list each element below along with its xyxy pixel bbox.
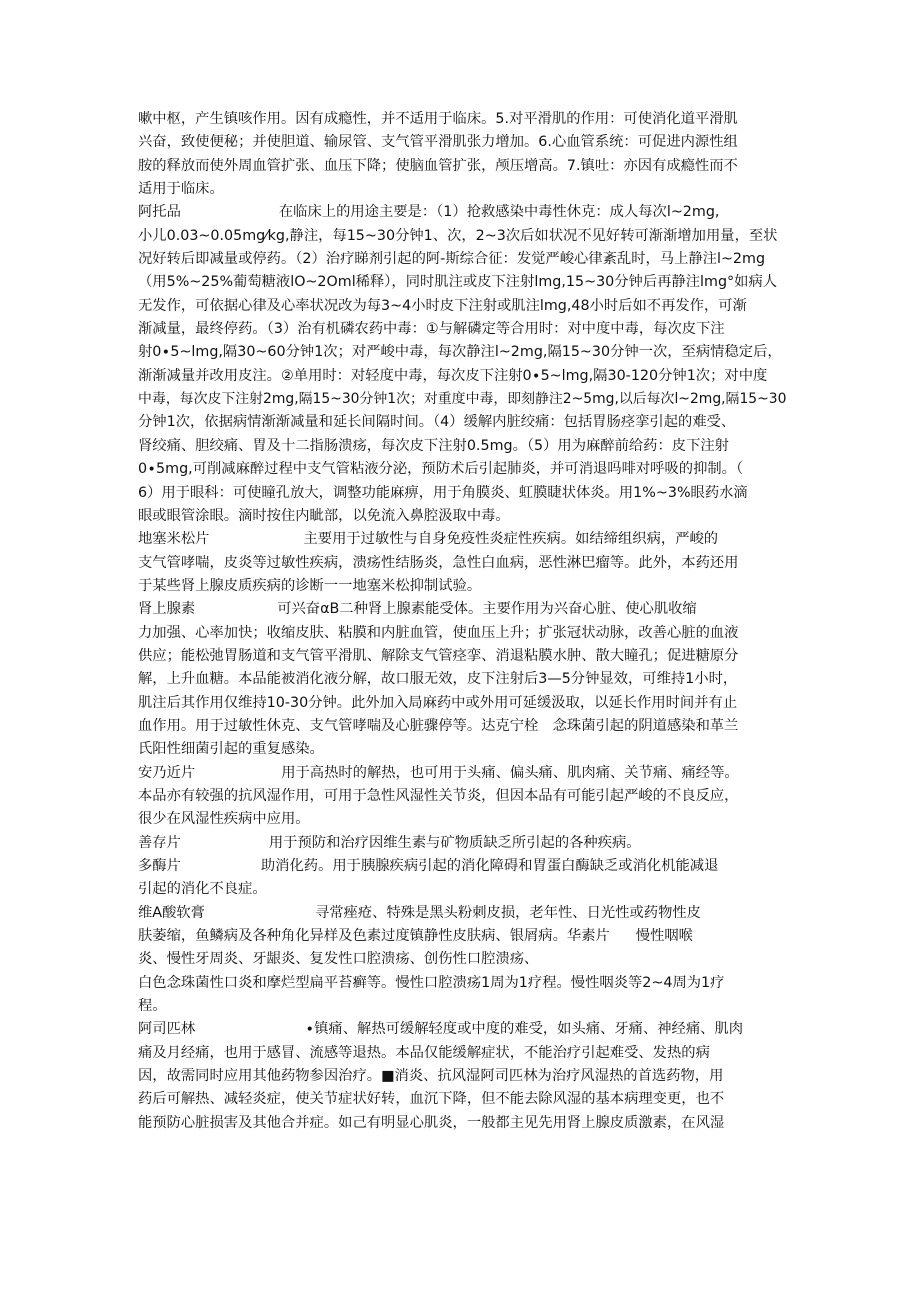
text-line: 程。 — [138, 998, 167, 1015]
text-line: 主要用于过敏性与自身免疫性炎症性疾病。如结缔组织病，严峻的 — [303, 531, 719, 548]
text-line: 助消化药。用于胰腺疾病引起的消化障碍和胃蛋白酶缺乏或消化机能减退 — [260, 858, 719, 874]
text-line: 适用于临床。 — [138, 181, 224, 198]
text-line: 分钟1次，依据病情渐渐减量和延长间隔时间。（4）缓解内脏绞痛：包括胃肠痉挛引起的难受、 — [138, 414, 736, 431]
text-line: 用于高热时的解热，也可用于头痛、偏头痛、肌肉痛、关节痛、痛经等。 — [281, 764, 739, 781]
drug-entry-dexamethasone — [138, 528, 788, 551]
text-line: 渐渐减量并改用皮注。②单用时：对轻度中毒，每次皮下注射0∙5~lmg,隔30-120分钟1次；对中度 — [138, 367, 768, 384]
document-page — [138, 108, 788, 1135]
text-line: 能预防心脏损害及其他合并症。如己有明显心肌炎，一般都主见先用肾上腺皮质激素，在风湿 — [138, 1114, 725, 1131]
text-line: 在临床上的用途主要是：（1）抢救感染中毒性休克：成人每次l~2mg, — [278, 204, 720, 221]
drug-entry-centrum — [138, 832, 788, 855]
text-line: 解，上升血糖。本品能被消化液分解，故口服无效，皮下注射后3—5分钟显效，可维持1小时， — [138, 671, 738, 688]
text-line: 0∙5mg,可削减麻醉过程中支气管粘液分泌，预防术后引起肺炎，并可消退吗啡对呼吸的抑制。（ — [138, 461, 744, 478]
text-line: 况好转后即减量或停药。（2）治疗睇剂引起的阿-斯综合征：发觉严峻心律紊乱时，马上静注l~2mg — [138, 251, 766, 268]
text-line: 于某些肾上腺皮质疾病的诊断一一地塞米松抑制试验。 — [138, 577, 482, 594]
drug-name: 阿托品 — [138, 204, 181, 221]
text-line: 嗽中枢，产生镇咳作用。因有成瘾性，并不适用于临床。5.对平滑肌的作用：可使消化道平滑肌 — [138, 111, 738, 127]
text-line: 很少在风湿性疾病中应用。 — [138, 811, 310, 828]
drug-entry-aspirin — [138, 1018, 788, 1041]
text-line: 寻常痤疮、特殊是黑头粉刺皮损，老年性、日光性或药物性皮 — [314, 904, 701, 921]
drug-entry-adrenaline — [138, 598, 788, 621]
text-line: 小儿0.03~0.05mg⁄kg,静注，每15~30分钟1、次，2~3次后如状况不见好转可渐渐增加用量，至状 — [138, 227, 778, 244]
drug-entry-huasu — [138, 925, 788, 948]
drug-name: 安乃近片 — [138, 764, 196, 781]
drug-name: 肾上腺素 — [138, 601, 196, 618]
text-line: 中毒，每次皮下注射2mg,隔15~30分钟1次；对重度中毒，即刻静注2~5mg,以后每次l~2mg,隔15~30 — [138, 391, 787, 408]
drug-name: 善存片 — [138, 834, 181, 851]
text-line: 力加强、心率加快；收缩皮肤、粘膜和内脏血管，使血压上升；扩张冠状动脉，改善心脏的血液 — [138, 624, 739, 641]
text-line: 渐减量，最终停药。（3）治有机磷农药中毒：①与解磷定等合用时：对中度中毒，每次皮下注 — [138, 321, 725, 338]
drug-entry-analgin — [138, 762, 788, 785]
text-line: 肾绞痛、胆绞痛、胃及十二指肠溃疡，每次皮下注射0.5mg。（5）用为麻醉前给药：皮下注射 — [138, 437, 729, 454]
text-line: 炎、慢性牙周炎、牙龈炎、复发性口腔溃疡、创伤性口腔溃疡、 — [138, 951, 539, 968]
drug-name: 多酶片 — [138, 858, 181, 874]
text-line: 用于预防和治疗因维生素与矿物质缺乏所引起的各种疾病。 — [268, 834, 641, 851]
text-line: 眼或眼管涂眼。滴时按住内眦部，以免流入鼻腔汲取中毒。 — [138, 507, 510, 524]
drug-name: 阿司匹林 — [138, 1021, 196, 1038]
text-line: 慢性咽喉 — [635, 928, 693, 945]
drug-entry-multienzyme — [138, 855, 788, 878]
text-line: 药后可解热、减轻炎症，使关节症状好转，血沉下降，但不能去除风湿的基本病理变更，也不 — [138, 1091, 725, 1108]
text-line: （用5%~25%葡萄糖液lO~2Oml稀释），同时肌注或皮下注射lmg,15~30分钟后再静注lmg°如病人 — [138, 274, 778, 291]
text-line: 射0∙5~lmg,隔30~60分钟1次；对严峻中毒，每次静注l~2mg,隔15~30分钟一次，至病情稳定后， — [138, 344, 782, 361]
text-line: 无发作，可依据心律及心率状况改为每3~4小时皮下注射或肌注lmg,48小时后如不再发作，可渐 — [138, 297, 747, 314]
text-line: 兴奋，致使便秘；并使胆道、输尿管、支气管平滑肌张力增加。6.心血管系统：可促进内源性组 — [138, 134, 738, 151]
text-line: ∙镇痛、解热可缓解轻度或中度的难受，如头痛、牙痛、神经痛、肌肉 — [305, 1021, 744, 1038]
drug-name: 地塞米松片 — [138, 531, 210, 548]
text-line: 肤萎缩，鱼鳞病及各种角化异样及色素过度镇静性皮肤病、银屑病。华素片 — [138, 928, 610, 945]
text-line: 血作用。用于过敏性休克、支气管哮喘及心脏骤停等。达克宁栓 念珠菌引起的阴道感染和革兰 — [138, 717, 739, 734]
text-line: 肌注后其作用仅维持10-30分钟。此外加入局麻药中或外用可延缓汲取，以延长作用时间并有止 — [138, 694, 738, 711]
text-line: 白色念珠菌性口炎和摩烂型扁平苔癣等。慢性口腔溃疡1周为1疗程。慢性咽炎等2~4周为1疗 — [138, 974, 725, 991]
drug-entry-atropine — [138, 201, 788, 224]
text-line: 6）用于眼科：可使瞳孔放大，调整功能麻痹，用于角膜炎、虹膜睫状体炎。用1%~3%眼药水滴 — [138, 484, 748, 501]
text-line: 痛及月经痛，也用于感冒、流感等退热。本品仅能缓解症状，不能治疗引起难受、发热的病 — [138, 1044, 710, 1061]
text-line: 可兴奋αB二种肾上腺素能受体。主要作用为兴奋心脏、使心肌收缩 — [277, 601, 697, 618]
text-line: 氏阳性细菌引起的重复感染。 — [138, 741, 324, 758]
text-line: 引起的消化不良症。 — [138, 881, 267, 898]
text-line: 本品亦有较强的抗风湿作用，可用于急性风湿性关节炎，但因本品有可能引起严峻的不良反应， — [138, 787, 739, 804]
text-line: 因，故需同时应用其他药物参因治疗。■消炎、抗风湿阿司匹林为治疗风湿热的首选药物，用 — [138, 1068, 724, 1085]
text-line: 供应；能松弛胃肠道和支气管平滑肌、解除支气管痉挛、消退粘膜水肿、散大瞳孔；促进糖原分 — [138, 647, 739, 664]
drug-name: 维A酸软膏 — [138, 904, 205, 921]
text-line: 支气管哮喘，皮炎等过敏性疾病，溃疡性结肠炎，急性白血病，恶性淋巴瘤等。此外，本药还用 — [138, 554, 739, 571]
drug-entry-tretinoin — [138, 902, 788, 925]
text-line: 胺的释放而使外周血管扩张、血压下降；使脑血管扩张，颅压增高。7.镇吐：亦因有成瘾性而不 — [138, 157, 738, 174]
